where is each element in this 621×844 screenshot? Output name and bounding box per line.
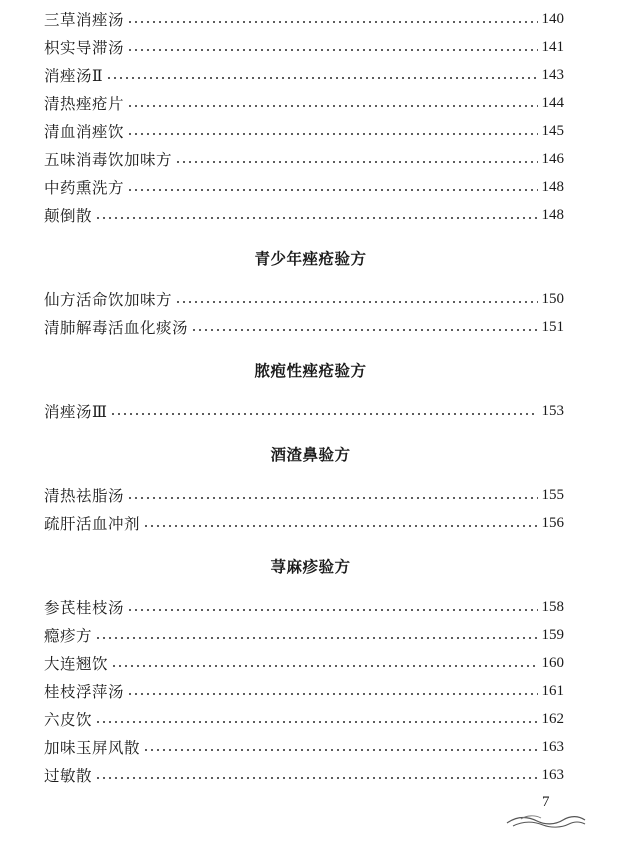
toc-entry[interactable] (44, 36, 564, 58)
dot-leader (106, 77, 537, 79)
toc-entry[interactable] (44, 204, 564, 226)
toc-entry-page: 150 (541, 290, 564, 307)
dot-leader (127, 189, 537, 191)
dot-leader (143, 749, 537, 751)
section-heading: 酒渣鼻验方 (270, 446, 351, 464)
toc-entry[interactable] (44, 176, 564, 198)
toc-entry-page: 148 (541, 206, 564, 223)
dot-leader (110, 413, 537, 415)
toc-entry-title: 疏肝活血冲剂 (44, 515, 141, 533)
toc-entry[interactable] (44, 624, 564, 646)
wave-ornament-icon (505, 812, 587, 830)
dot-leader (95, 777, 537, 779)
dot-leader (127, 49, 537, 51)
section-heading: 脓疱性痤疮验方 (254, 362, 367, 380)
toc-entry-title: 六皮饮 (44, 711, 93, 729)
toc-entry-page: 140 (541, 10, 564, 27)
dot-leader (111, 665, 537, 667)
dot-leader (127, 21, 537, 23)
dot-leader (127, 497, 537, 499)
toc-entry-page: 161 (541, 682, 564, 699)
toc-entry-page: 151 (541, 318, 564, 335)
toc-entry-page: 159 (541, 626, 564, 643)
toc-entry-title: 仙方活命饮加味方 (44, 291, 173, 309)
toc-entry-title: 三草消痤汤 (44, 11, 125, 29)
dot-leader (95, 217, 537, 219)
section-heading: 青少年痤疮验方 (254, 250, 367, 268)
toc-entry[interactable] (44, 680, 564, 702)
section-heading: 荨麻疹验方 (270, 558, 351, 576)
toc-entry-page: 141 (541, 38, 564, 55)
toc-entry-page: 163 (541, 766, 564, 783)
toc-entry-title: 加味玉屏风散 (44, 739, 141, 757)
toc-entry-page: 146 (541, 150, 564, 167)
toc-entry[interactable] (44, 316, 564, 338)
toc-entry[interactable] (44, 120, 564, 142)
toc-entry-page: 143 (541, 66, 564, 83)
toc-entry[interactable] (44, 708, 564, 730)
dot-leader (127, 609, 537, 611)
toc-entry-title: 中药熏洗方 (44, 179, 125, 197)
dot-leader (175, 161, 537, 163)
page-number: 7 (542, 794, 550, 810)
toc-entry-title: 枳实导滞汤 (44, 39, 125, 57)
dot-leader (95, 637, 537, 639)
toc-entry-title: 过敏散 (44, 767, 93, 785)
dot-leader (175, 301, 537, 303)
toc-entry-page: 155 (541, 486, 564, 503)
dot-leader (191, 329, 537, 331)
toc-entry[interactable] (44, 736, 564, 758)
toc-entry-title: 大连翘饮 (44, 655, 109, 673)
toc-entry-title: 参芪桂枝汤 (44, 599, 125, 617)
toc-entry-page: 148 (541, 178, 564, 195)
toc-entry-title: 瘾疹方 (44, 627, 93, 645)
toc-entry[interactable] (44, 92, 564, 114)
toc-entry[interactable] (44, 148, 564, 170)
toc-entry-page: 156 (541, 514, 564, 531)
toc-entry[interactable] (44, 764, 564, 786)
toc-entry[interactable] (44, 400, 564, 422)
toc-entry-title: 消痤汤Ⅲ (44, 403, 108, 421)
toc-entry-title: 桂枝浮萍汤 (44, 683, 125, 701)
toc-entry[interactable] (44, 484, 564, 506)
toc-entry-title: 清血消痤饮 (44, 123, 125, 141)
toc-entry-page: 158 (541, 598, 564, 615)
dot-leader (127, 105, 537, 107)
toc-entry[interactable] (44, 8, 564, 30)
toc-entry[interactable] (44, 596, 564, 618)
toc-entry[interactable] (44, 288, 564, 310)
toc-entry-page: 162 (541, 710, 564, 727)
toc-entry-page: 163 (541, 738, 564, 755)
dot-leader (127, 133, 537, 135)
toc-entry-page: 144 (541, 94, 564, 111)
toc-entry-title: 清热祛脂汤 (44, 487, 125, 505)
toc-entry-page: 153 (541, 402, 564, 419)
toc-entry-title: 消痤汤Ⅱ (44, 67, 104, 85)
toc-entry[interactable] (44, 512, 564, 534)
toc-entry-title: 五味消毒饮加味方 (44, 151, 173, 169)
toc-entry-page: 145 (541, 122, 564, 139)
toc-entry[interactable] (44, 652, 564, 674)
dot-leader (95, 721, 537, 723)
dot-leader (127, 693, 537, 695)
toc-entry-title: 清热痤疮片 (44, 95, 125, 113)
toc-entry-page: 160 (541, 654, 564, 671)
dot-leader (143, 525, 537, 527)
toc-entry[interactable] (44, 64, 564, 86)
toc-entry-title: 清肺解毒活血化痰汤 (44, 319, 189, 337)
toc-entry-title: 颠倒散 (44, 207, 93, 225)
